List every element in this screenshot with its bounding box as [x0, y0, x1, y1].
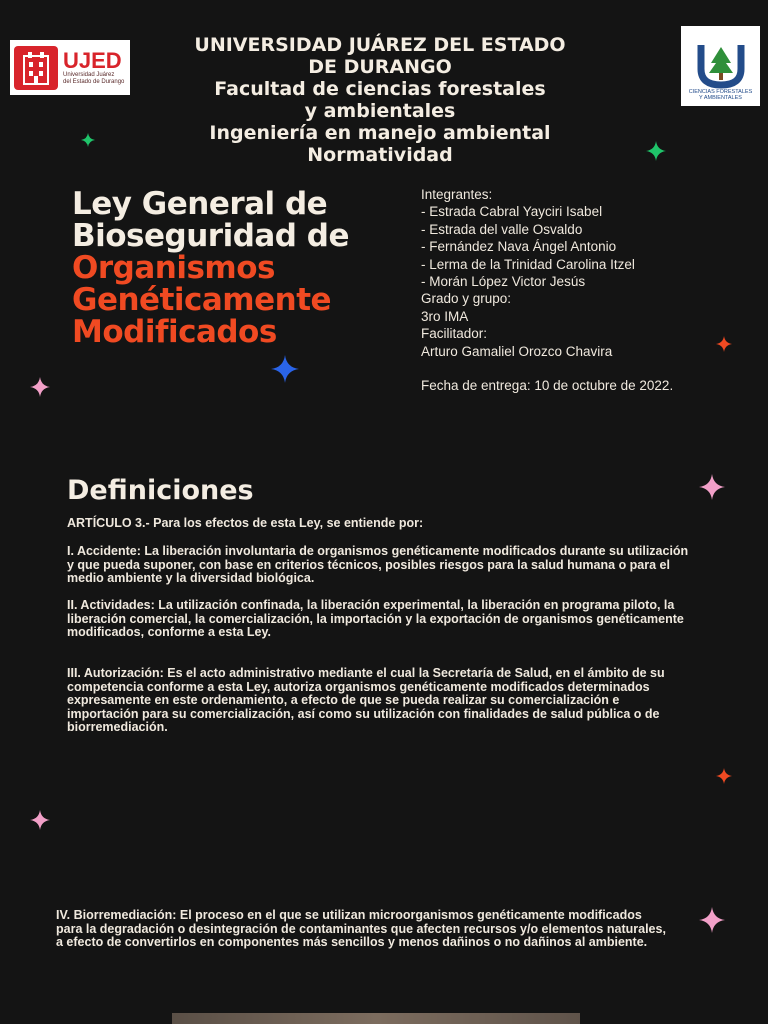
members-label: Integrantes:: [421, 187, 493, 202]
title-line-1: Ley General de: [72, 186, 328, 222]
title-line-4: Genéticamente: [72, 282, 332, 318]
sparkle-icon: [716, 768, 732, 784]
sparkle-icon: [30, 810, 50, 830]
document-title: [72, 188, 402, 348]
team-info: [421, 186, 751, 394]
ujed-subtitle-1: Universidad Juárez: [63, 71, 115, 78]
faculty-logo: [681, 26, 760, 106]
sparkle-icon: [699, 474, 725, 500]
sparkle-icon: [716, 336, 732, 352]
sparkle-icon: [81, 133, 95, 147]
header-line-1: UNIVERSIDAD JUÁREZ DEL ESTADO: [194, 34, 566, 56]
header-line-2: DE DURANGO: [308, 56, 452, 78]
facilitator-value: Arturo Gamaliel Orozco Chavira: [421, 343, 613, 359]
title-line-3: Organismos: [72, 250, 275, 286]
member-item: - Fernández Nava Ángel Antonio: [421, 239, 617, 255]
member-item: - Estrada Cabral Yayciri Isabel: [421, 204, 603, 220]
facilitator-label: Facilitador:: [421, 326, 488, 342]
sparkle-icon: [30, 377, 50, 397]
header-line-3: Facultad de ciencias forestales: [214, 78, 546, 100]
ujed-subtitle-2: del Estado de Durango: [63, 78, 125, 85]
faculty-logo-caption-2: Y AMBIENTALES: [699, 95, 742, 101]
title-line-2: Bioseguridad de: [72, 218, 350, 254]
definition-biorremediacion: IV. Biorremediación: El proceso en el que se utilizan microorganismos genéticamente modificados para la degradación o desintegración de contaminantes que afecten recursos y/o elementos naturales, a efecto de convertirlos en componentes más sencillos y menos dañinos o no dañinos al ambiente.: [56, 908, 666, 950]
sparkle-icon: [646, 141, 666, 161]
group-label: Grado y grupo:: [421, 291, 512, 307]
ujed-logo: [10, 40, 130, 95]
delivery-date: Fecha de entrega: 10 de octubre de 2022.: [421, 378, 674, 394]
group-value: 3ro IMA: [421, 308, 469, 324]
article-intro: ARTÍCULO 3.- Para los efectos de esta Ley, se entiende por:: [67, 516, 424, 530]
header-line-5: Ingeniería en manejo ambiental: [209, 122, 551, 144]
member-item: - Morán López Victor Jesús: [421, 274, 586, 290]
bottom-image-strip: [172, 1013, 580, 1024]
sparkle-icon: [271, 355, 299, 383]
ujed-brand: UJED: [63, 47, 122, 73]
definition-actividades: II. Actividades: La utilización confinada, la liberación experimental, la liberación en programa piloto, la liberación comercial, la comercialización, la importación y la exportación de organismos genéticamente modificados, conforme a esta Ley.: [67, 598, 684, 640]
header-line-4: y ambientales: [304, 100, 456, 122]
sparkle-icon: [699, 907, 725, 933]
title-line-5: Modificados: [72, 314, 277, 350]
definitions-heading: Definiciones: [67, 475, 254, 506]
member-item: - Estrada del valle Osvaldo: [421, 221, 583, 237]
tree-u-icon: [695, 41, 747, 89]
header-line-6: Normatividad: [307, 144, 453, 166]
definition-autorizacion: III. Autorización: Es el acto administrativo mediante el cual la Secretaría de Salud, en el ámbito de su competencia conforme a esta Ley, autoriza organismos genéticamente modificados determinados expresamente en este ordenamiento, a efecto de que se pueda realizar su comercialización e importación para su comercialización, así como su utilización con finalidades de salud pública o de biorremediación.: [67, 666, 665, 735]
faculty-logo-caption-1: CIENCIAS FORESTALES: [688, 89, 753, 95]
definition-accidente: I. Accidente: La liberación involuntaria de organismos genéticamente modificados durante su utilización y que pueda suponer, con base en criterios técnicos, posibles riesgos para la salud humana o para el medio ambiente y la diversidad biológica.: [67, 544, 689, 586]
institution-header: [170, 34, 590, 166]
member-item: - Lerma de la Trinidad Carolina Itzel: [421, 256, 635, 272]
ujed-seal-icon: [14, 46, 58, 90]
